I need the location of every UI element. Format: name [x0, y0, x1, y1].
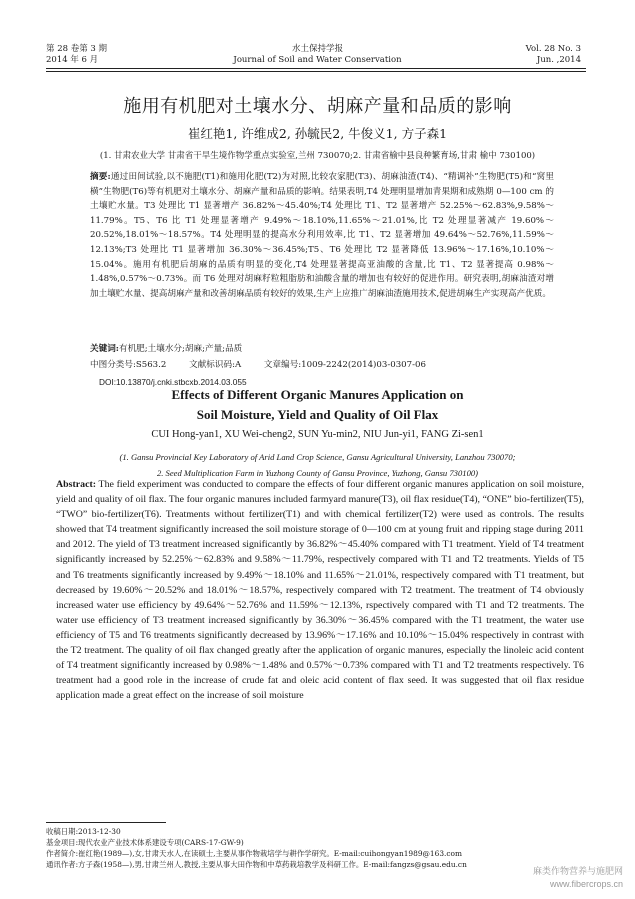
corresponding-author: 通讯作者:方子森(1958—),男,甘肃兰州人,教授,主要从事大田作物和中草药栽培教学及科研工作。E-mail:fangzs@gsau.edu.cn	[46, 860, 467, 869]
abstract-en	[56, 477, 584, 703]
affiliation-en-line2: 2. Seed Multiplication Farm in Yuzhong County of Gansu Province, Yuzhong, Gansu 730100)	[156, 468, 479, 478]
abstract-cn	[90, 170, 554, 301]
title-en-line1: Effects of Different Organic Manures Application on	[171, 387, 464, 402]
header-rule	[46, 68, 586, 69]
received-date: 收稿日期:2013-12-30	[46, 827, 121, 836]
document-code: 文献标识码:A	[189, 360, 242, 370]
volume-issue-en: Vol. 28 No. 3 Jun. ,2014	[525, 44, 581, 65]
watermark-line2: www.fibercrops.cn	[549, 879, 623, 889]
doi: DOI:10.13870/j.cnki.stbcxb.2014.03.055	[99, 377, 247, 387]
article-number: 文章编号:1009-2242(2014)03-0307-06	[263, 360, 426, 370]
watermark	[473, 865, 623, 891]
title-en	[0, 385, 635, 425]
fund-project: 基金项目:现代农业产业技术体系建设专项(CARS-17-GW-9)	[46, 838, 244, 847]
author-bio: 作者简介:崔红艳(1989—),女,甘肃天水人,在读硕士,主要从事作物栽培学与耕作学研究。E-mail:cuihongyan1989@163.com	[46, 849, 462, 858]
journal-name: 水土保持学报 Journal of Soil and Water Conservation	[233, 44, 402, 65]
class-number: 中图分类号:S563.2	[90, 360, 167, 370]
authors-cn: 崔红艳1, 许维成2, 孙毓民2, 牛俊义1, 方子森1	[187, 126, 448, 141]
header-rule-thin	[46, 71, 586, 72]
keywords-cn	[90, 342, 554, 354]
running-header	[0, 44, 635, 74]
classification-line	[90, 358, 570, 370]
authors-en: CUI Hong-yan1, XU Wei-cheng2, SUN Yu-min2, NIU Jun-yi1, FANG Zi-sen1	[151, 429, 484, 440]
abstract-en-text: The field experiment was conducted to compare the effects of four different organic manures application on soil moisture, yield and quality of oil flax. The four organic manures included farmyard manure(T3), oil flax residue(T4), “ONE” bio-fertilizer(T5), “TWO” bio-fertilizer(T6). Treatments without fertilizer(T1) and with chemical fertilizer(T2) were used as controls. The results showed that T4 treatment significantly increased the soil moisture storage of 0—100 cm at young fruit and ripping stage during 2011 and 2012. The yield of T3 treatment increased significantly by 36.82%～45.40% compared with T1 treatment. Yield of T4 treatment significantly increased by 52.25%～62.83% and 9.58%～11.79%, respectively compared with T1 and T2 treatments. Yields of T5 and T6 treatments significantly increased by 9.49%～18.10% and 11.65%～21.01%, respectively compared with T1 treatment, but decreased by 19.60%～20.52% and 18.01%～18.57%, respectively compared with T2 treatment. The treatment of T4 obviously increased water use efficiency by 49.64%～52.76% and 11.59%～12.13%, rspectively compared with T1 and T2 treatments. The water use efficiency of T3 treatment increased significantly by 36.30%～36.45% compared with the T1 treatment, the water use efficiency of T5 and T6 treatments significantly decreased by 13.96%～17.16% and 10.10%～15.04% respectively in contrast with the T2 treatment. The quality of oil flax changed greatly after the application of organic manures, especially the linoleic acid content of T4 treatment significantly increased by 0.98%～1.48% and 0.57%～0.73% compared with T1 and T2 treatments respectively. T6 treatment had a good role in the increase of crude fat and oleic acid content of flax seed. It was suggested that oil flax residue application made a great effect on the increase of soil moisture	[56, 479, 584, 702]
title-en-line2: Soil Moisture, Yield and Quality of Oil Flax	[196, 407, 439, 422]
volume-issue: 第 28 卷第 3 期 2014 年 6 月	[46, 44, 108, 65]
abstract-en-label: Abstract:	[56, 479, 97, 490]
affiliation-en-line1: (1. Gansu Provincial Key Laboratory of Arid Land Crop Science, Gansu Agricultural University, Lanzhou 730070;	[119, 452, 516, 462]
footnotes	[46, 826, 586, 870]
keywords-cn-text: 有机肥;土壤水分;胡麻;产量;品质	[118, 344, 243, 354]
affiliation-cn: (1. 甘肃农业大学 甘肃省干旱生境作物学重点实验室,兰州 730070;2. 甘肃省榆中县良种繁育场,甘肃 榆中 730100)	[99, 151, 536, 161]
abstract-cn-text: 通过田间试验,以不施肥(T1)和施用化肥(T2)为对照,比较农家肥(T3)、胡麻油渣(T4)、“精调补”生物肥(T5)和“窝里横”生物肥(T6)等有机肥对土壤水分、胡麻产量和品质的影响。结果表明,T4 处理明显增加青果期和成熟期 0—100 cm 的土壤贮水量。T3 处理比 T1 显著增产 36.82%～45.40%;T4 处理比 T1、T2 显著增产 52.25%～62.83%,9.58%～11.79%。T5、T6 比 T1 处理显著增产 9.49%～18.10%,11.65%～21.01%,比 T2 处理显著减产 19.60%～20.52%,18.01%～18.57%。T4 处理明显的提高水分利用效率,比 T1、T2 显著增加 49.64%～52.76%,11.59%～12.13%;T3 处理比 T1 显著增加 36.30%～36.45%;T5、T6 处理比 T2 显著降低 13.96%～17.16%,10.10%～15.04%。施用有机肥后胡麻的品质有明显的变化,T4 处理显著提高亚油酸的含量,比 T1、T2 显著提高 0.98%～1.48%,0.57%～0.73%。而 T6 处理对胡麻籽粒粗脂肪和油酸含量的增加也有较好的促进作用。研究表明,胡麻油渣对增加土壤贮水量、提高胡麻产量和改善胡麻品质有较好的效果,生产上应推广胡麻油渣施用技术,促进胡麻生产实现高产优质。	[90, 172, 554, 299]
footnote-rule	[46, 822, 166, 823]
keywords-cn-label: 关键词:	[90, 344, 119, 354]
abstract-cn-label: 摘要:	[90, 172, 111, 182]
watermark-line1: 麻类作物营养与施肥网	[532, 866, 623, 876]
title-cn: 施用有机肥对土壤水分、胡麻产量和品质的影响	[123, 96, 512, 117]
